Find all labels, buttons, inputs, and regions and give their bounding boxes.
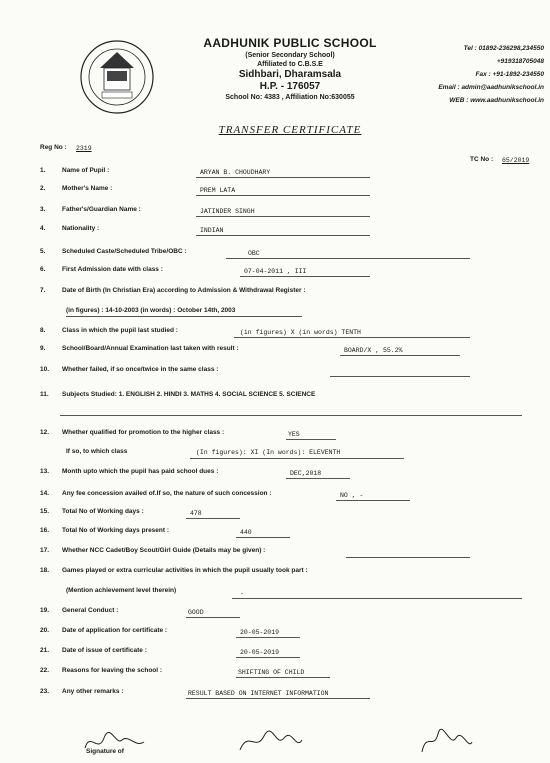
activities-underline bbox=[232, 598, 522, 599]
row-underline bbox=[186, 518, 240, 519]
contact-tel: Tel : 01892-236298,234550 bbox=[463, 45, 544, 52]
class-line-underline bbox=[190, 458, 404, 459]
row-label: First Admission date with class : bbox=[62, 266, 163, 273]
row-underline bbox=[186, 617, 240, 618]
row-value: 440 bbox=[240, 529, 252, 536]
row-number: 15. bbox=[40, 508, 50, 515]
class-line-label: If so, to which class bbox=[66, 448, 128, 455]
row-label: Date of Birth (In Christian Era) according to Admission & Withdrawal Register : bbox=[62, 287, 306, 294]
school-affiliation: Affiliated to C.B.S.E bbox=[257, 61, 323, 68]
row-label: Father's/Guardian Name : bbox=[62, 206, 141, 213]
dob-line: (in figures) : 14-10-2003 (in words) : October 14th, 2003 bbox=[66, 307, 236, 314]
row-value: NO , - bbox=[340, 492, 364, 499]
row-underline bbox=[286, 439, 336, 440]
row-value: 478 bbox=[190, 510, 202, 517]
row-label: Total No of Working days : bbox=[62, 508, 144, 515]
row-label: Name of Pupil : bbox=[62, 167, 110, 174]
row-label: General Conduct : bbox=[62, 607, 119, 614]
row-label: Any other remarks : bbox=[62, 688, 124, 695]
row-number: 21. bbox=[40, 647, 50, 654]
row-underline bbox=[236, 537, 290, 538]
contact-email: Email : admin@aadhunikschool.in bbox=[438, 84, 544, 91]
row-label: Nationality : bbox=[62, 225, 100, 232]
row-underline bbox=[196, 216, 370, 217]
row-label: Any fee concession availed of.If so, the nature of such concession : bbox=[62, 490, 272, 497]
subjects-underline bbox=[60, 415, 522, 416]
signature-2 bbox=[236, 726, 306, 756]
row-number: 18. bbox=[40, 567, 50, 574]
row-underline bbox=[196, 195, 370, 196]
row-value: INDIAN bbox=[200, 227, 224, 234]
contact-web: WEB : www.aadhunikschool.in bbox=[449, 97, 544, 104]
row-value: RESULT BASED ON INTERNET INFORMATION bbox=[188, 690, 329, 697]
dob-underline bbox=[66, 316, 302, 317]
row-value: YES bbox=[288, 431, 300, 438]
row-number: 14. bbox=[40, 490, 50, 497]
row-number: 10. bbox=[40, 366, 50, 373]
row-label: Total No of Working days present : bbox=[62, 527, 170, 534]
row-value: SHIFTING OF CHILD bbox=[238, 669, 305, 676]
school-state: H.P. - 176057 bbox=[259, 81, 321, 92]
row-underline bbox=[336, 500, 410, 501]
row-number: 6. bbox=[40, 266, 46, 273]
activities-note: (Mention achievement level therein) bbox=[66, 587, 177, 594]
row-number: 7. bbox=[40, 287, 46, 294]
row-label: Scheduled Caste/Scheduled Tribe/OBC : bbox=[62, 248, 187, 255]
row-number: 11. bbox=[40, 391, 49, 398]
row-value: (in figures) X (in words) TENTH bbox=[240, 329, 361, 336]
row-underline bbox=[240, 276, 370, 277]
row-number: 22. bbox=[40, 667, 50, 674]
school-crest-logo bbox=[78, 38, 156, 116]
row-number: 1. bbox=[40, 167, 46, 174]
reg-label: Reg No : bbox=[40, 144, 67, 151]
row-underline bbox=[236, 677, 330, 678]
tc-value: 65/2019 bbox=[502, 157, 530, 164]
row-label: Mother's Name : bbox=[62, 185, 113, 192]
row-underline bbox=[234, 337, 470, 338]
row-number: 13. bbox=[40, 468, 50, 475]
row-label: School/Board/Annual Examination last taken with result : bbox=[62, 345, 239, 352]
row-underline bbox=[236, 637, 300, 638]
row-number: 12. bbox=[40, 429, 50, 436]
row-value: DEC,2018 bbox=[290, 470, 322, 477]
row-underline bbox=[196, 177, 370, 178]
contact-block bbox=[418, 42, 544, 107]
row-underline bbox=[330, 376, 470, 377]
row-label: Month upto which the pupil has paid school dues : bbox=[62, 468, 219, 475]
row-number: 8. bbox=[40, 327, 46, 334]
signature-3 bbox=[416, 726, 476, 756]
row-label: Whether failed, if so once/twice in the same class : bbox=[62, 366, 219, 373]
row-label: Games played or extra curricular activities in which the pupil usually took part : bbox=[62, 567, 308, 574]
row-label: Date of issue of certificate : bbox=[62, 647, 147, 654]
document-title: TRANSFER CERTIFICATE bbox=[218, 124, 362, 136]
row-underline bbox=[340, 355, 460, 356]
row-number: 5. bbox=[40, 248, 46, 255]
class-line-values: (In figures): XI (In words): ELEVENTH bbox=[196, 449, 341, 456]
row-number: 2. bbox=[40, 185, 46, 192]
row-label: Reasons for leaving the school : bbox=[62, 667, 163, 674]
row-underline bbox=[226, 258, 470, 259]
tc-label: TC No : bbox=[470, 156, 494, 163]
row-number: 23. bbox=[40, 688, 50, 695]
school-header bbox=[170, 36, 410, 101]
row-underline bbox=[236, 657, 300, 658]
contact-mobile: +919318705048 bbox=[496, 58, 544, 65]
row-underline bbox=[186, 698, 370, 699]
row-label: Class in which the pupil last studied : bbox=[62, 327, 178, 334]
row-number: 9. bbox=[40, 345, 46, 352]
row-underline bbox=[196, 235, 370, 236]
row-number: 3. bbox=[40, 206, 46, 213]
row-value: 20-05-2019 bbox=[240, 649, 280, 656]
row-number: 17. bbox=[40, 547, 50, 554]
row-value: OBC bbox=[248, 250, 260, 257]
school-subtitle: (Senior Secondary School) bbox=[245, 52, 335, 59]
row-underline bbox=[286, 478, 350, 479]
contact-fax: Fax : +91-1892-234550 bbox=[475, 71, 544, 78]
row-label: Date of application for certificate : bbox=[62, 627, 168, 634]
row-number: 4. bbox=[40, 225, 46, 232]
school-name: AADHUNIK PUBLIC SCHOOL bbox=[203, 36, 377, 50]
row-number: 19. bbox=[40, 607, 50, 614]
reg-value: 2319 bbox=[76, 145, 92, 152]
row-value: GOOD bbox=[188, 609, 204, 616]
school-number: School No: 4383 , Affiliation No:630055 bbox=[225, 94, 355, 101]
row-value: JATINDER SINGH bbox=[200, 208, 255, 215]
row-number: 20. bbox=[40, 627, 50, 634]
school-address: Sidhbari, Dharamsala bbox=[238, 69, 342, 80]
row-label: Whether NCC Cadet/Boy Scout/Girl Guide (Details may be given) : bbox=[62, 547, 266, 554]
row-underline bbox=[346, 557, 470, 558]
signature-caption: Signature of bbox=[86, 748, 124, 755]
row-number: 16. bbox=[40, 527, 50, 534]
row-value: PREM LATA bbox=[200, 187, 236, 194]
row-value: 07-04-2011 , III bbox=[244, 268, 307, 275]
row-value: ARYAN B. CHOUDHARY bbox=[200, 169, 271, 176]
activities-value: - bbox=[240, 590, 244, 597]
row-label: Whether qualified for promotion to the higher class : bbox=[62, 429, 225, 436]
row-value: BOARD/X , 55.2% bbox=[344, 347, 403, 354]
row-label: Subjects Studied: 1. ENGLISH 2. HINDI 3. MATHS 4. SOCIAL SCIENCE 5. SCIENCE bbox=[62, 391, 316, 398]
row-value: 20-05-2019 bbox=[240, 629, 280, 636]
